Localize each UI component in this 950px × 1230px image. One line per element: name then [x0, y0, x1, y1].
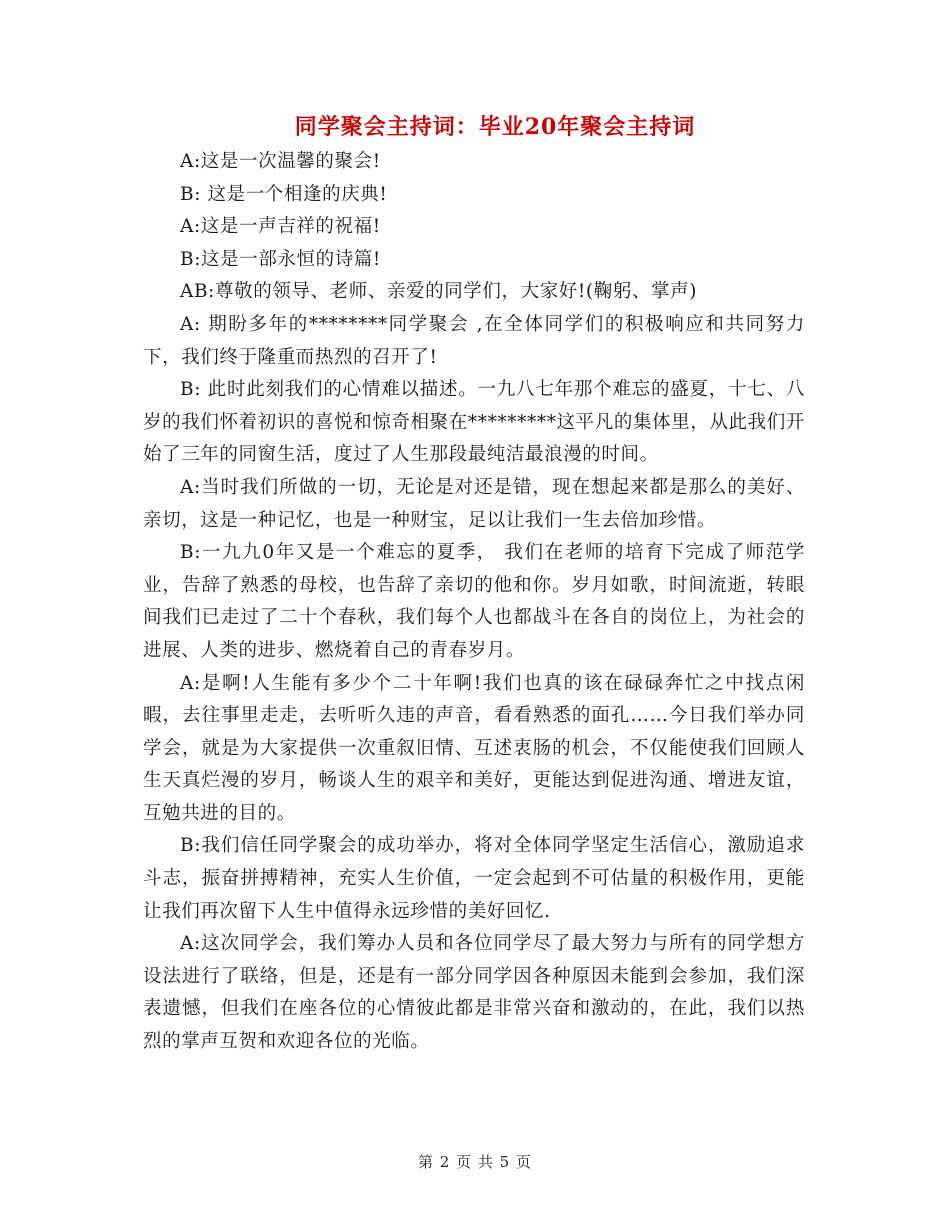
- paragraph: A:当时我们所做的一切，无论是对还是错，现在想起来都是那么的美好、亲切，这是一种记忆，也是一种财宝，足以让我们一生去倍加珍惜。: [143, 476, 805, 531]
- document-title: 同学聚会主持词：毕业20年聚会主持词: [294, 114, 696, 140]
- paragraph: B: 此时此刻我们的心情难以描述。一九八七年那个难忘的盛夏，十七、八岁的我们怀着初识的喜悦和惊奇相聚在*********这平凡的集体里，从此我们开始了三年的同窗生活，度过了人生那段最纯洁最浪漫的时间。: [143, 379, 805, 466]
- paragraph: AB:尊敬的领导、老师、亲爱的同学们，大家好!(鞠躬、掌声): [180, 281, 698, 303]
- paragraph: B:一九九0年又是一个难忘的夏季， 我们在老师的培育下完成了师范学业，告辞了熟悉的母校，也告辞了亲切的他和你。岁月如歌，时间流逝，转眼间我们已走过了二十个春秋，我们每个人也都战斗在各自的岗位上，为社会的进展、人类的进步、燃烧着自己的青春岁月。: [143, 542, 805, 661]
- paragraph: A: 期盼多年的********同学聚会 ,在全体同学们的积极响应和共同努力下，我们终于隆重而热烈的召开了!: [143, 313, 805, 368]
- paragraph: A:是啊!人生能有多少个二十年啊!我们也真的该在碌碌奔忙之中找点闲暇，去往事里走走，去听听久违的声音，看看熟悉的面孔……今日我们举办同学会，就是为大家提供一次重叙旧情、互述衷肠的机会，不仅能使我们回顾人生天真烂漫的岁月，畅谈人生的艰辛和美好，更能达到促进沟通、增进友谊，互勉共进的目的。: [143, 672, 805, 824]
- paragraph: A:这是一次温馨的聚会!: [180, 151, 381, 172]
- document-body: [143, 146, 805, 1059]
- paragraph: B: 这是一个相逢的庆典!: [180, 183, 388, 205]
- page-number-footer: 第 2 页 共 5 页: [418, 1153, 532, 1171]
- paragraph: B:我们信任同学聚会的成功举办，将对全体同学坚定生活信心，激励追求斗志，振奋拼搏精神，充实人生价值，一定会起到不可估量的积极作用，更能让我们再次留下人生中值得永远珍惜的美好回忆.: [143, 835, 805, 922]
- paragraph: A:这次同学会，我们筹办人员和各位同学尽了最大努力与所有的同学想方设法进行了联络，但是，还是有一部分同学因各种原因未能到会参加，我们深表遗憾，但我们在座各位的心情彼此都是非常兴奋和激动的，在此，我们以热烈的掌声互贺和欢迎各位的光临。: [143, 933, 805, 1053]
- paragraph: A:这是一声吉祥的祝福!: [180, 216, 381, 238]
- paragraph: B:这是一部永恒的诗篇!: [180, 248, 381, 270]
